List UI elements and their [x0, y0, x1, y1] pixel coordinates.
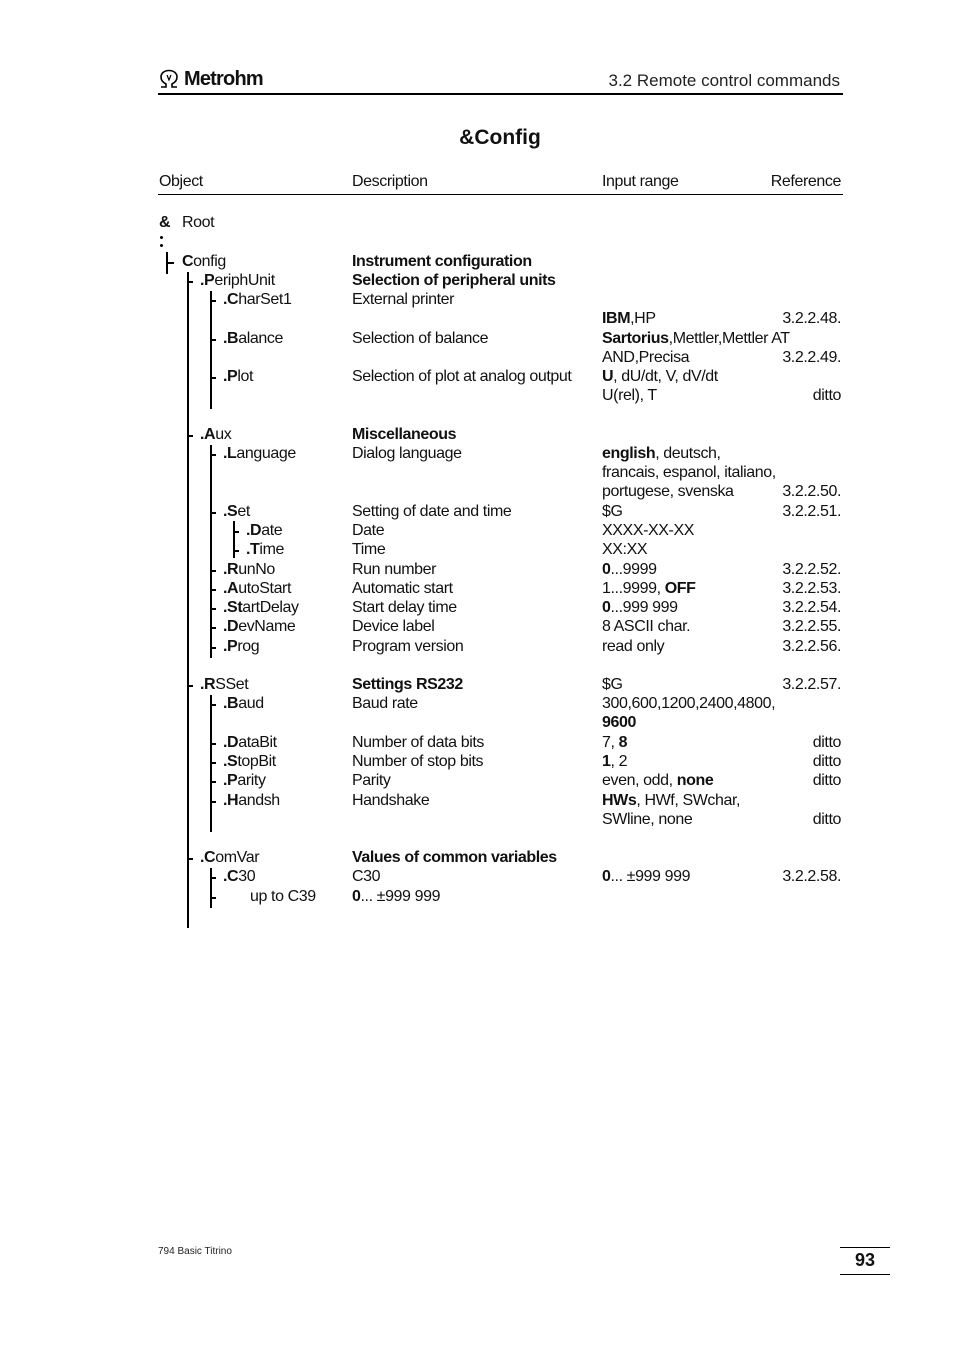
footer-rule-bottom	[840, 1274, 890, 1275]
input-range-parity-in1r: even, odd,	[602, 772, 677, 789]
description-c30	[352, 868, 380, 886]
input-range-rsset-line1	[602, 676, 623, 694]
description-baud-text: Baud rate	[352, 695, 418, 712]
description-set-text: Setting of date and time	[352, 503, 512, 520]
root-dots	[160, 236, 163, 250]
object-handsh	[223, 792, 280, 810]
object-stopbit	[223, 753, 276, 771]
tree-branch-databit	[210, 743, 216, 745]
input-range-charset1-in2b: IBM	[602, 310, 631, 327]
description-plot-text: Selection of plot at analog output	[352, 368, 572, 385]
input-range-time-in1r: XX:XX	[602, 541, 648, 558]
description-rsset	[352, 676, 463, 694]
input-range-plot-in2r: U(rel), T	[602, 387, 657, 404]
input-range-handsh-in1r: , HWf, SWchar,	[636, 792, 741, 809]
tree-branch-time	[233, 550, 239, 552]
object-handsh-rest: andsh	[238, 792, 280, 809]
input-range-c30-line1	[602, 868, 690, 886]
metrohm-logo	[158, 66, 263, 92]
description-charset1-text: External printer	[352, 291, 455, 308]
input-range-plot-in1b: U	[602, 368, 614, 385]
object-autostart	[223, 580, 291, 598]
description-c39-bold: 0	[352, 888, 361, 905]
tree-branch-handsh	[210, 801, 216, 803]
tree-line-comvar	[210, 868, 212, 908]
input-range-c30-in1r: ... ±999 999	[610, 868, 691, 885]
footer-product: 794 Basic Titrino	[158, 1246, 232, 1257]
object-c30	[223, 868, 255, 886]
description-comvar	[352, 849, 557, 867]
description-parity	[352, 772, 391, 790]
description-config	[352, 253, 532, 271]
input-range-baud-in1r: 300,600,1200,2400,4800,	[602, 695, 776, 712]
tree-line-config	[187, 272, 189, 928]
input-range-date-line1	[602, 522, 694, 540]
input-range-devname-in1r: 8 ASCII char.	[602, 618, 691, 635]
input-range-startdelay-in1r: ...999 999	[610, 599, 678, 616]
object-time	[246, 541, 284, 559]
input-range-balance-in2r: AND,Precisa	[602, 349, 690, 366]
description-prog	[352, 638, 463, 656]
input-range-stopbit-line1	[602, 753, 627, 771]
object-baud-rest: aud	[238, 695, 264, 712]
root-label: Root	[182, 214, 215, 231]
object-startdelay-prefix: .St	[223, 599, 243, 616]
input-range-language-in1b: english	[602, 445, 656, 462]
tree-branch-plot	[210, 377, 216, 379]
input-range-language-in1r: , deutsch,	[655, 445, 721, 462]
tree-branch-set	[210, 512, 216, 514]
description-parity-text: Parity	[352, 772, 391, 789]
input-range-startdelay-line1	[602, 599, 678, 617]
description-time	[352, 541, 385, 559]
input-range-language-line3	[602, 483, 734, 501]
tree-branch-comvar	[187, 858, 193, 860]
reference-startdelay: 3.2.2.54.	[782, 599, 841, 616]
description-runno	[352, 561, 436, 579]
col-description: Description	[352, 173, 428, 190]
tree-branch-devname	[210, 627, 216, 629]
object-config-prefix: C	[182, 253, 194, 270]
tree-branch-startdelay	[210, 608, 216, 610]
col-input-range: Input range	[602, 173, 679, 190]
footer-rule-top	[840, 1247, 890, 1248]
input-range-set-line1	[602, 503, 623, 521]
object-startdelay	[223, 599, 299, 617]
metrohm-omega-icon	[158, 69, 180, 89]
description-stopbit-text: Number of stop bits	[352, 753, 484, 770]
object-autostart-prefix: .A	[223, 580, 239, 597]
input-range-language-line2	[602, 464, 776, 482]
input-range-prog-in1r: read only	[602, 638, 665, 655]
input-range-runno-in1r: ...9999	[610, 561, 657, 578]
col-object: Object	[159, 173, 203, 190]
page-number: 93	[854, 1250, 876, 1270]
logo-text: Metrohm	[184, 67, 263, 90]
object-stopbit-rest: topBit	[237, 753, 276, 770]
object-startdelay-rest: artDelay	[242, 599, 299, 616]
input-range-handsh-in2r: SWline, none	[602, 811, 693, 828]
tree-branch-config	[166, 262, 174, 264]
input-range-rsset-in1r: $G	[602, 676, 623, 693]
description-aux-text: Miscellaneous	[352, 426, 457, 443]
description-autostart-text: Automatic start	[352, 580, 453, 597]
reference-handsh: ditto	[812, 811, 841, 828]
input-range-balance-in1r: ,Mettler,Mettler AT	[668, 330, 790, 347]
tree-branch-runno	[210, 570, 216, 572]
object-c30-rest: 30	[238, 868, 256, 885]
input-range-runno-in1b: 0	[602, 561, 611, 578]
object-date-prefix: .D	[246, 522, 262, 539]
input-range-plot-line2	[602, 387, 657, 405]
input-range-baud-line2	[602, 714, 636, 732]
input-range-startdelay-in1b: 0	[602, 599, 611, 616]
page-title: &Config	[459, 126, 541, 149]
reference-language: 3.2.2.50.	[782, 483, 841, 500]
description-rsset-text: Settings RS232	[352, 676, 463, 693]
object-set-prefix: .S	[223, 503, 238, 520]
input-range-baud-in2b: 9600	[602, 714, 636, 731]
object-baud-prefix: .B	[223, 695, 239, 712]
object-c30-prefix: .C	[223, 868, 239, 885]
input-range-balance-in1b: Sartorius	[602, 330, 669, 347]
object-runno-prefix: .R	[223, 561, 239, 578]
input-range-autostart-line1	[602, 580, 696, 598]
description-periphunit	[352, 272, 556, 290]
input-range-databit-in1b2: 8	[618, 734, 628, 751]
description-periphunit-text: Selection of peripheral units	[352, 272, 556, 289]
tree-branch-language	[210, 454, 216, 456]
reference-devname: 3.2.2.55.	[782, 618, 841, 635]
tree-branch-stopbit	[210, 762, 216, 764]
object-comvar-rest: omVar	[215, 849, 260, 866]
description-time-text: Time	[352, 541, 386, 558]
object-prog	[223, 638, 259, 656]
tree-branch-aux	[187, 435, 193, 437]
object-balance-prefix: .B	[223, 330, 239, 347]
input-range-parity-in1b2: none	[676, 772, 714, 789]
object-runno	[223, 561, 275, 579]
input-range-stopbit-in1r: , 2	[610, 753, 628, 770]
description-charset1	[352, 291, 454, 309]
object-aux-prefix: .A	[200, 426, 216, 443]
object-language-rest: anguage	[236, 445, 296, 462]
input-range-baud-line1	[602, 695, 775, 713]
input-range-databit-line1	[602, 734, 627, 752]
object-databit-rest: ataBit	[238, 734, 277, 751]
input-range-prog-line1	[602, 638, 664, 656]
object-periphunit-rest: eriphUnit	[214, 272, 275, 289]
description-language-text: Dialog language	[352, 445, 462, 462]
tree-branch-c30	[210, 877, 216, 879]
input-range-devname-line1	[602, 618, 690, 636]
description-c30-text: C30	[352, 868, 381, 885]
tree-branch-charset1	[210, 300, 216, 302]
object-plot	[223, 368, 253, 386]
tree-branch-periphunit	[187, 281, 193, 283]
reference-balance: 3.2.2.49.	[782, 349, 841, 366]
description-language	[352, 445, 462, 463]
description-balance	[352, 330, 488, 348]
object-time-prefix: .T	[246, 541, 260, 558]
object-parity-rest: arity	[237, 772, 266, 789]
description-comvar-text: Values of common variables	[352, 849, 557, 866]
tree-branch-prog	[210, 647, 216, 649]
tree-branch-date	[233, 531, 239, 533]
object-rsset-prefix: .R	[200, 676, 216, 693]
description-prog-text: Program version	[352, 638, 464, 655]
section-title: 3.2 Remote control commands	[608, 71, 840, 90]
input-range-autostart-in1r: 1...9999,	[602, 580, 665, 597]
description-baud	[352, 695, 418, 713]
input-range-handsh-line1	[602, 792, 740, 810]
object-prog-prefix: .P	[223, 638, 238, 655]
reference-autostart: 3.2.2.53.	[782, 580, 841, 597]
tree-branch-rsset	[187, 685, 193, 687]
object-plot-rest: lot	[237, 368, 254, 385]
description-c39	[352, 888, 440, 906]
object-baud	[223, 695, 264, 713]
object-prog-rest: rog	[237, 638, 260, 655]
description-date	[352, 522, 384, 540]
description-devname	[352, 618, 434, 636]
object-databit-prefix: .D	[223, 734, 239, 751]
object-config	[182, 253, 226, 271]
object-parity-prefix: .P	[223, 772, 238, 789]
description-c39-text: ... ±999 999	[360, 888, 441, 905]
object-devname-rest: evName	[238, 618, 296, 635]
input-range-language-in3r: portugese, svenska	[602, 483, 734, 500]
object-date-rest: ate	[261, 522, 283, 539]
object-language-prefix: .L	[223, 445, 237, 462]
description-runno-text: Run number	[352, 561, 437, 578]
object-aux	[200, 426, 231, 444]
description-startdelay-text: Start delay time	[352, 599, 457, 616]
input-range-language-in2r: francais, espanol, italiano,	[602, 464, 776, 481]
columns-rule	[158, 194, 843, 195]
description-set	[352, 503, 511, 521]
object-balance-rest: alance	[238, 330, 283, 347]
input-range-runno-line1	[602, 561, 657, 579]
tree-line-set	[233, 521, 235, 558]
object-autostart-rest: utoStart	[238, 580, 292, 597]
tree-branch-c39	[210, 897, 216, 899]
root-symbol: &	[159, 214, 171, 231]
input-range-charset1-line2	[602, 310, 656, 328]
description-stopbit	[352, 753, 483, 771]
input-range-language-line1	[602, 445, 721, 463]
input-range-date-in1r: XXXX-XX-XX	[602, 522, 695, 539]
object-charset1-prefix: .C	[223, 291, 239, 308]
object-rsset	[200, 676, 248, 694]
input-range-c30-in1b: 0	[602, 868, 611, 885]
object-comvar-prefix: .C	[200, 849, 216, 866]
object-databit	[223, 734, 277, 752]
object-set-rest: et	[237, 503, 250, 520]
input-range-handsh-line2	[602, 811, 692, 829]
reference-set: 3.2.2.51.	[782, 503, 841, 520]
input-range-stopbit-in1b: 1	[602, 753, 611, 770]
object-devname-prefix: .D	[223, 618, 239, 635]
object-c39-rest: up to C39	[250, 888, 316, 905]
description-databit-text: Number of data bits	[352, 734, 485, 751]
object-plot-prefix: .P	[223, 368, 238, 385]
object-config-rest: onfig	[193, 253, 226, 270]
object-devname	[223, 618, 295, 636]
description-date-text: Date	[352, 522, 385, 539]
reference-c30: 3.2.2.58.	[782, 868, 841, 885]
object-stopbit-prefix: .S	[223, 753, 238, 770]
object-date	[246, 522, 282, 540]
object-balance	[223, 330, 283, 348]
input-range-set-in1r: $G	[602, 503, 623, 520]
description-handsh	[352, 792, 429, 810]
object-language	[223, 445, 296, 463]
input-range-balance-line2	[602, 349, 689, 367]
reference-stopbit: ditto	[812, 753, 841, 770]
reference-parity: ditto	[812, 772, 841, 789]
description-plot	[352, 368, 571, 386]
description-devname-text: Device label	[352, 618, 435, 635]
input-range-balance-line1	[602, 330, 790, 348]
description-config-text: Instrument configuration	[352, 253, 532, 270]
object-handsh-prefix: .H	[223, 792, 239, 809]
input-range-charset1-in2r: ,HP	[630, 310, 656, 327]
object-periphunit	[200, 272, 275, 290]
input-range-parity-line1	[602, 772, 713, 790]
object-rsset-rest: SSet	[215, 676, 249, 693]
tree-line-periphunit	[210, 291, 212, 409]
reference-prog: 3.2.2.56.	[782, 638, 841, 655]
reference-plot: ditto	[812, 387, 841, 404]
tree-branch-parity	[210, 781, 216, 783]
description-balance-text: Selection of balance	[352, 330, 489, 347]
input-range-plot-in1r: , dU/dt, V, dV/dt	[613, 368, 718, 385]
input-range-time-line1	[602, 541, 647, 559]
reference-charset1: 3.2.2.48.	[782, 310, 841, 327]
object-periphunit-prefix: .P	[200, 272, 215, 289]
reference-runno: 3.2.2.52.	[782, 561, 841, 578]
description-handsh-text: Handshake	[352, 792, 430, 809]
tree-branch-baud	[210, 704, 216, 706]
input-range-autostart-in1b2: OFF	[664, 580, 696, 597]
object-charset1-rest: harSet1	[238, 291, 292, 308]
col-reference: Reference	[770, 173, 841, 190]
header-rule	[158, 93, 843, 95]
description-autostart	[352, 580, 453, 598]
input-range-databit-in1r: 7,	[602, 734, 619, 751]
object-charset1	[223, 291, 291, 309]
description-startdelay	[352, 599, 457, 617]
reference-databit: ditto	[812, 734, 841, 751]
input-range-plot-line1	[602, 368, 718, 386]
object-runno-rest: unNo	[238, 561, 275, 578]
object-comvar	[200, 849, 259, 867]
description-databit	[352, 734, 484, 752]
object-set	[223, 503, 250, 521]
object-time-rest: ime	[259, 541, 285, 558]
reference-rsset: 3.2.2.57.	[782, 676, 841, 693]
object-c39	[250, 888, 316, 906]
object-parity	[223, 772, 266, 790]
object-aux-rest: ux	[215, 426, 232, 443]
tree-branch-balance	[210, 339, 216, 341]
tree-branch-autostart	[210, 589, 216, 591]
description-aux	[352, 426, 456, 444]
input-range-handsh-in1b: HWs	[602, 792, 637, 809]
